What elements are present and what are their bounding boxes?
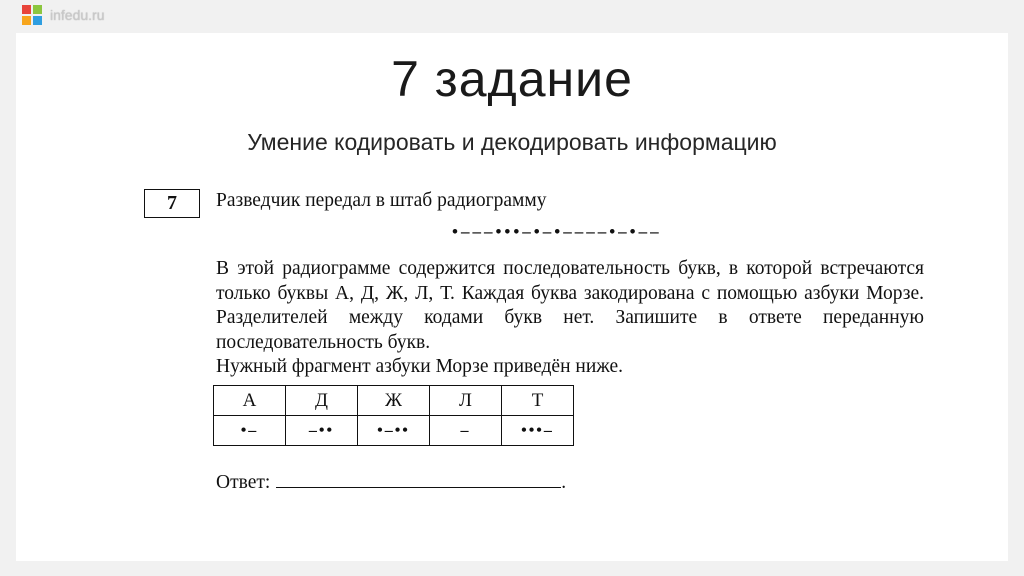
morse-code: –••	[286, 416, 358, 446]
morse-letter: Д	[286, 386, 358, 416]
morse-code: •–	[214, 416, 286, 446]
task-intro: Разведчик передал в штаб радиограмму	[216, 190, 547, 211]
task-paragraph	[216, 257, 924, 380]
task-number-box: 7	[144, 189, 200, 218]
site-logo-icon	[22, 5, 42, 25]
slide-title: 7 задание	[391, 51, 633, 107]
slide-subtitle: Умение кодировать и декодировать информацию	[247, 129, 777, 155]
morse-code: –	[430, 416, 502, 446]
radiogram-code: •–––•••–•–•––––•–•––	[452, 222, 662, 241]
morse-letter: Т	[502, 386, 574, 416]
morse-code: •–••	[358, 416, 430, 446]
top-bar	[0, 0, 1024, 32]
task-text: В этой радиограмме содержится последовательность букв, в которой встречаются только буквы А, Д, Ж, Л, Т. Каждая буква закодирована с помощью азбуки Морзе. Разделителей между кодами букв нет. Запишите в ответе переданную последовательность букв.	[216, 258, 924, 353]
site-name: infedu.ru	[50, 7, 105, 23]
morse-code: •••–	[502, 416, 574, 446]
morse-letter: Л	[430, 386, 502, 416]
morse-table	[213, 385, 574, 446]
answer-row	[216, 469, 566, 494]
morse-letter: Ж	[358, 386, 430, 416]
task-note: Нужный фрагмент азбуки Морзе приведён ниже.	[216, 356, 624, 377]
morse-letters-row	[214, 386, 574, 416]
morse-codes-row	[214, 416, 574, 446]
morse-letter: А	[214, 386, 286, 416]
answer-label: Ответ:	[216, 472, 271, 493]
answer-end: .	[561, 472, 567, 493]
answer-line	[276, 469, 561, 488]
